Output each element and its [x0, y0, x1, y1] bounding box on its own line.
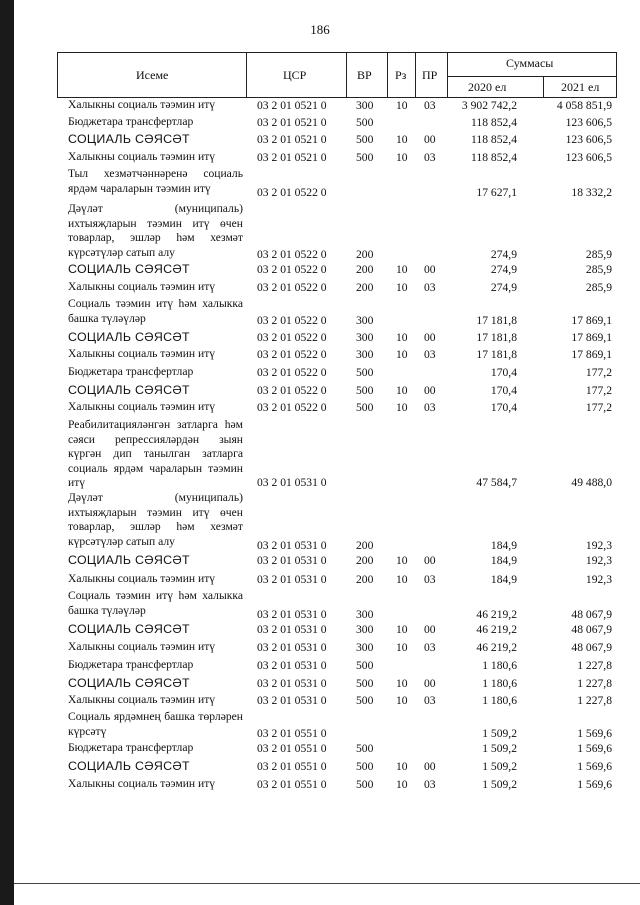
row-csr: 03 2 01 0522 0: [257, 366, 327, 379]
row-2020: 17 181,8: [476, 314, 517, 327]
row-2021: 177,2: [585, 366, 612, 379]
table-row: [0, 553, 640, 568]
table-row: [0, 710, 640, 741]
row-2020: 17 627,1: [476, 186, 517, 199]
table-row: [0, 383, 640, 398]
row-2020: 274,9: [490, 281, 517, 294]
table-row: [0, 759, 640, 774]
table-row: [0, 572, 640, 587]
row-vr: 200: [356, 539, 374, 552]
row-name: СОЦИАЛЬ СӘЯСӘТ: [68, 132, 190, 146]
row-2021: 49 488,0: [571, 476, 612, 489]
row-csr: 03 2 01 0531 0: [257, 659, 327, 672]
row-2021: 1 569,6: [577, 760, 612, 773]
row-pr: 00: [424, 760, 436, 773]
header-rz: Рз: [395, 68, 407, 82]
row-2021: 123 606,5: [565, 133, 612, 146]
table-row: [0, 589, 640, 622]
row-2020: 170,4: [490, 384, 517, 397]
header-divider: [447, 53, 448, 97]
row-rz: 10: [396, 694, 408, 707]
row-name: Бюджетара трансфертлар: [68, 115, 194, 128]
row-name: Социаль тәэмин итү һәм халыкка башка түләүләр: [68, 589, 243, 617]
table-row: [0, 622, 640, 637]
row-rz: 10: [396, 677, 408, 690]
row-2021: 4 058 851,9: [556, 99, 612, 112]
row-2021: 48 067,9: [571, 641, 612, 654]
row-2020: 1 180,6: [482, 677, 517, 690]
header-vr: ВР: [357, 68, 372, 82]
header-sums: Суммасы: [506, 56, 554, 70]
row-csr: 03 2 01 0522 0: [257, 384, 327, 397]
row-2020: 1 180,6: [482, 694, 517, 707]
row-2020: 3 902 742,2: [461, 99, 517, 112]
header-divider: [447, 76, 616, 77]
table-row: [0, 658, 640, 673]
row-2021: 1 227,8: [577, 694, 612, 707]
row-pr: 03: [424, 281, 436, 294]
row-pr: 00: [424, 384, 436, 397]
row-2021: 1 569,6: [577, 727, 612, 740]
bottom-rule: [14, 883, 640, 884]
row-name: СОЦИАЛЬ СӘЯСӘТ: [68, 262, 190, 276]
row-vr: 300: [356, 608, 374, 621]
row-2021: 1 227,8: [577, 677, 612, 690]
header-name: Исеме: [136, 68, 169, 82]
row-csr: 03 2 01 0531 0: [257, 677, 327, 690]
row-csr: 03 2 01 0522 0: [257, 314, 327, 327]
table-row: [0, 132, 640, 147]
row-2021: 18 332,2: [571, 186, 612, 199]
row-vr: 500: [356, 760, 374, 773]
row-name: Халыкны социаль тәэмин итү: [68, 150, 216, 163]
row-vr: 500: [356, 778, 374, 791]
row-vr: 500: [356, 742, 374, 755]
row-vr: 500: [356, 694, 374, 707]
header-divider: [246, 53, 247, 97]
row-vr: 500: [356, 116, 374, 129]
row-rz: 10: [396, 384, 408, 397]
row-name: СОЦИАЛЬ СӘЯСӘТ: [68, 622, 190, 636]
row-csr: 03 2 01 0531 0: [257, 623, 327, 636]
row-name: Дәүләт (муниципаль) ихтыяҗларын тәэмин итү өчен товарлар, эшләр һәм хезмәт күрсәтүләр сатып алу: [68, 202, 243, 259]
row-name: СОЦИАЛЬ СӘЯСӘТ: [68, 330, 190, 344]
row-rz: 10: [396, 331, 408, 344]
row-name: Халыкны социаль тәэмин итү: [68, 640, 216, 653]
row-rz: 10: [396, 641, 408, 654]
table-row: [0, 330, 640, 345]
table-row: [0, 777, 640, 792]
row-rz: 10: [396, 133, 408, 146]
row-vr: 500: [356, 659, 374, 672]
row-rz: 10: [396, 348, 408, 361]
row-2021: 48 067,9: [571, 623, 612, 636]
row-2020: 17 181,8: [476, 331, 517, 344]
table-header: [57, 52, 617, 98]
row-csr: 03 2 01 0551 0: [257, 727, 327, 740]
row-2020: 1 509,2: [482, 727, 517, 740]
row-name: Тыл хезмәтчәннәренә социаль ярдәм чараларын тәэмин итү: [68, 167, 243, 195]
header-2020: 2020 ел: [468, 80, 507, 94]
row-2020: 118 852,4: [471, 151, 517, 164]
row-rz: 10: [396, 99, 408, 112]
row-2021: 285,9: [585, 281, 612, 294]
row-rz: 10: [396, 573, 408, 586]
header-divider: [387, 53, 388, 97]
row-2021: 285,9: [585, 263, 612, 276]
row-pr: 03: [424, 778, 436, 791]
header-2021: 2021 ел: [561, 80, 600, 94]
row-pr: 00: [424, 331, 436, 344]
row-csr: 03 2 01 0522 0: [257, 281, 327, 294]
table-row: [0, 491, 640, 553]
row-pr: 03: [424, 694, 436, 707]
row-2021: 17 869,1: [571, 331, 612, 344]
row-rz: 10: [396, 778, 408, 791]
row-2020: 170,4: [490, 366, 517, 379]
row-name: Халыкны социаль тәэмин итү: [68, 777, 216, 790]
row-2021: 192,3: [585, 573, 612, 586]
row-name: Бюджетара трансфертлар: [68, 741, 194, 754]
row-name: СОЦИАЛЬ СӘЯСӘТ: [68, 383, 190, 397]
table-row: [0, 640, 640, 655]
row-2021: 1 569,6: [577, 742, 612, 755]
table-row: [0, 693, 640, 708]
row-csr: 03 2 01 0521 0: [257, 151, 327, 164]
row-2020: 274,9: [490, 263, 517, 276]
row-pr: 03: [424, 99, 436, 112]
row-2020: 118 852,4: [471, 116, 517, 129]
row-2021: 177,2: [585, 384, 612, 397]
row-rz: 10: [396, 401, 408, 414]
row-2021: 1 569,6: [577, 778, 612, 791]
table-row: [0, 297, 640, 328]
row-2021: 192,3: [585, 554, 612, 567]
row-name: Халыкны социаль тәэмин итү: [68, 347, 216, 360]
row-2021: 1 227,8: [577, 659, 612, 672]
row-csr: 03 2 01 0531 0: [257, 573, 327, 586]
row-vr: 300: [356, 331, 374, 344]
row-name: Реабилитацияләнгән затларга һәм сәяси репрессияләрдән зыян күргән дип танылган затларга социаль ярдәм чараларын тәэмин итү: [68, 418, 243, 489]
row-csr: 03 2 01 0531 0: [257, 554, 327, 567]
row-pr: 00: [424, 133, 436, 146]
table-row: [0, 347, 640, 362]
header-csr: ЦСР: [283, 68, 307, 82]
row-2020: 118 852,4: [471, 133, 517, 146]
row-name: Социаль тәэмин итү һәм халыкка башка түләүләр: [68, 297, 243, 325]
row-csr: 03 2 01 0522 0: [257, 331, 327, 344]
row-vr: 300: [356, 623, 374, 636]
table-row: [0, 418, 640, 490]
row-pr: 03: [424, 401, 436, 414]
table-row: [0, 262, 640, 277]
row-rz: 10: [396, 263, 408, 276]
row-vr: 300: [356, 348, 374, 361]
row-2020: 46 219,2: [476, 608, 517, 621]
table-row: [0, 150, 640, 165]
row-name: Халыкны социаль тәэмин итү: [68, 693, 216, 706]
row-2021: 17 869,1: [571, 314, 612, 327]
row-vr: 200: [356, 573, 374, 586]
row-csr: 03 2 01 0531 0: [257, 694, 327, 707]
row-vr: 200: [356, 263, 374, 276]
row-2020: 17 181,8: [476, 348, 517, 361]
row-2020: 47 584,7: [476, 476, 517, 489]
table-row: [0, 202, 640, 262]
row-2020: 46 219,2: [476, 623, 517, 636]
row-csr: 03 2 01 0551 0: [257, 778, 327, 791]
row-csr: 03 2 01 0522 0: [257, 263, 327, 276]
row-rz: 10: [396, 281, 408, 294]
row-2021: 17 869,1: [571, 348, 612, 361]
row-2021: 123 606,5: [565, 151, 612, 164]
row-rz: 10: [396, 151, 408, 164]
row-pr: 00: [424, 554, 436, 567]
row-2021: 48 067,9: [571, 608, 612, 621]
row-csr: 03 2 01 0521 0: [257, 99, 327, 112]
table-row: [0, 167, 640, 200]
row-vr: 500: [356, 677, 374, 690]
row-vr: 500: [356, 401, 374, 414]
page-number: 186: [310, 22, 330, 37]
row-2020: 170,4: [490, 401, 517, 414]
row-pr: 00: [424, 623, 436, 636]
table-row: [0, 280, 640, 295]
row-2021: 192,3: [585, 539, 612, 552]
row-name: Халыкны социаль тәэмин итү: [68, 280, 216, 293]
row-vr: 200: [356, 554, 374, 567]
row-2020: 1 180,6: [482, 659, 517, 672]
header-divider: [415, 53, 416, 97]
row-2021: 285,9: [585, 248, 612, 261]
header-divider: [543, 76, 544, 97]
row-name: СОЦИАЛЬ СӘЯСӘТ: [68, 759, 190, 773]
table-row: [0, 115, 640, 130]
header-pr: ПР: [422, 68, 438, 82]
row-csr: 03 2 01 0551 0: [257, 742, 327, 755]
row-pr: 03: [424, 573, 436, 586]
row-2020: 1 509,2: [482, 742, 517, 755]
row-vr: 500: [356, 151, 374, 164]
row-rz: 10: [396, 554, 408, 567]
row-pr: 03: [424, 348, 436, 361]
row-pr: 00: [424, 263, 436, 276]
row-vr: 200: [356, 281, 374, 294]
row-2021: 123 606,5: [565, 116, 612, 129]
row-pr: 03: [424, 151, 436, 164]
row-pr: 03: [424, 641, 436, 654]
table-row: [0, 741, 640, 756]
row-csr: 03 2 01 0522 0: [257, 401, 327, 414]
table-row: [0, 400, 640, 415]
row-pr: 00: [424, 677, 436, 690]
row-2021: 177,2: [585, 401, 612, 414]
row-csr: 03 2 01 0531 0: [257, 539, 327, 552]
row-vr: 300: [356, 641, 374, 654]
row-name: Дәүләт (муниципаль) ихтыяҗларын тәэмин итү өчен товарлар, эшләр һәм хезмәт күрсәтүләр сатып алу: [68, 491, 243, 548]
table-row: [0, 98, 640, 113]
row-2020: 1 509,2: [482, 760, 517, 773]
table-row: [0, 676, 640, 691]
row-name: Бюджетара трансфертлар: [68, 658, 194, 671]
row-vr: 300: [356, 314, 374, 327]
row-2020: 1 509,2: [482, 778, 517, 791]
row-vr: 500: [356, 384, 374, 397]
row-2020: 184,9: [490, 539, 517, 552]
row-name: Бюджетара трансфертлар: [68, 365, 194, 378]
row-csr: 03 2 01 0521 0: [257, 116, 327, 129]
row-vr: 200: [356, 248, 374, 261]
row-csr: 03 2 01 0522 0: [257, 348, 327, 361]
row-vr: 500: [356, 133, 374, 146]
row-rz: 10: [396, 623, 408, 636]
row-vr: 300: [356, 99, 374, 112]
row-2020: 184,9: [490, 573, 517, 586]
row-csr: 03 2 01 0531 0: [257, 641, 327, 654]
row-csr: 03 2 01 0522 0: [257, 186, 327, 199]
row-csr: 03 2 01 0531 0: [257, 608, 327, 621]
row-name: СОЦИАЛЬ СӘЯСӘТ: [68, 553, 190, 567]
row-vr: 500: [356, 366, 374, 379]
row-name: Халыкны социаль тәэмин итү: [68, 572, 216, 585]
row-name: Халыкны социаль тәэмин итү: [68, 98, 216, 111]
row-rz: 10: [396, 760, 408, 773]
row-2020: 184,9: [490, 554, 517, 567]
header-divider: [346, 53, 347, 97]
row-2020: 274,9: [490, 248, 517, 261]
row-csr: 03 2 01 0521 0: [257, 133, 327, 146]
row-2020: 46 219,2: [476, 641, 517, 654]
row-csr: 03 2 01 0522 0: [257, 248, 327, 261]
row-csr: 03 2 01 0551 0: [257, 760, 327, 773]
row-name: Халыкны социаль тәэмин итү: [68, 400, 216, 413]
table-row: [0, 365, 640, 380]
row-csr: 03 2 01 0531 0: [257, 476, 327, 489]
row-name: СОЦИАЛЬ СӘЯСӘТ: [68, 676, 190, 690]
row-name: Социаль ярдәмнең башка төрләрен күрсәтү: [68, 710, 243, 738]
